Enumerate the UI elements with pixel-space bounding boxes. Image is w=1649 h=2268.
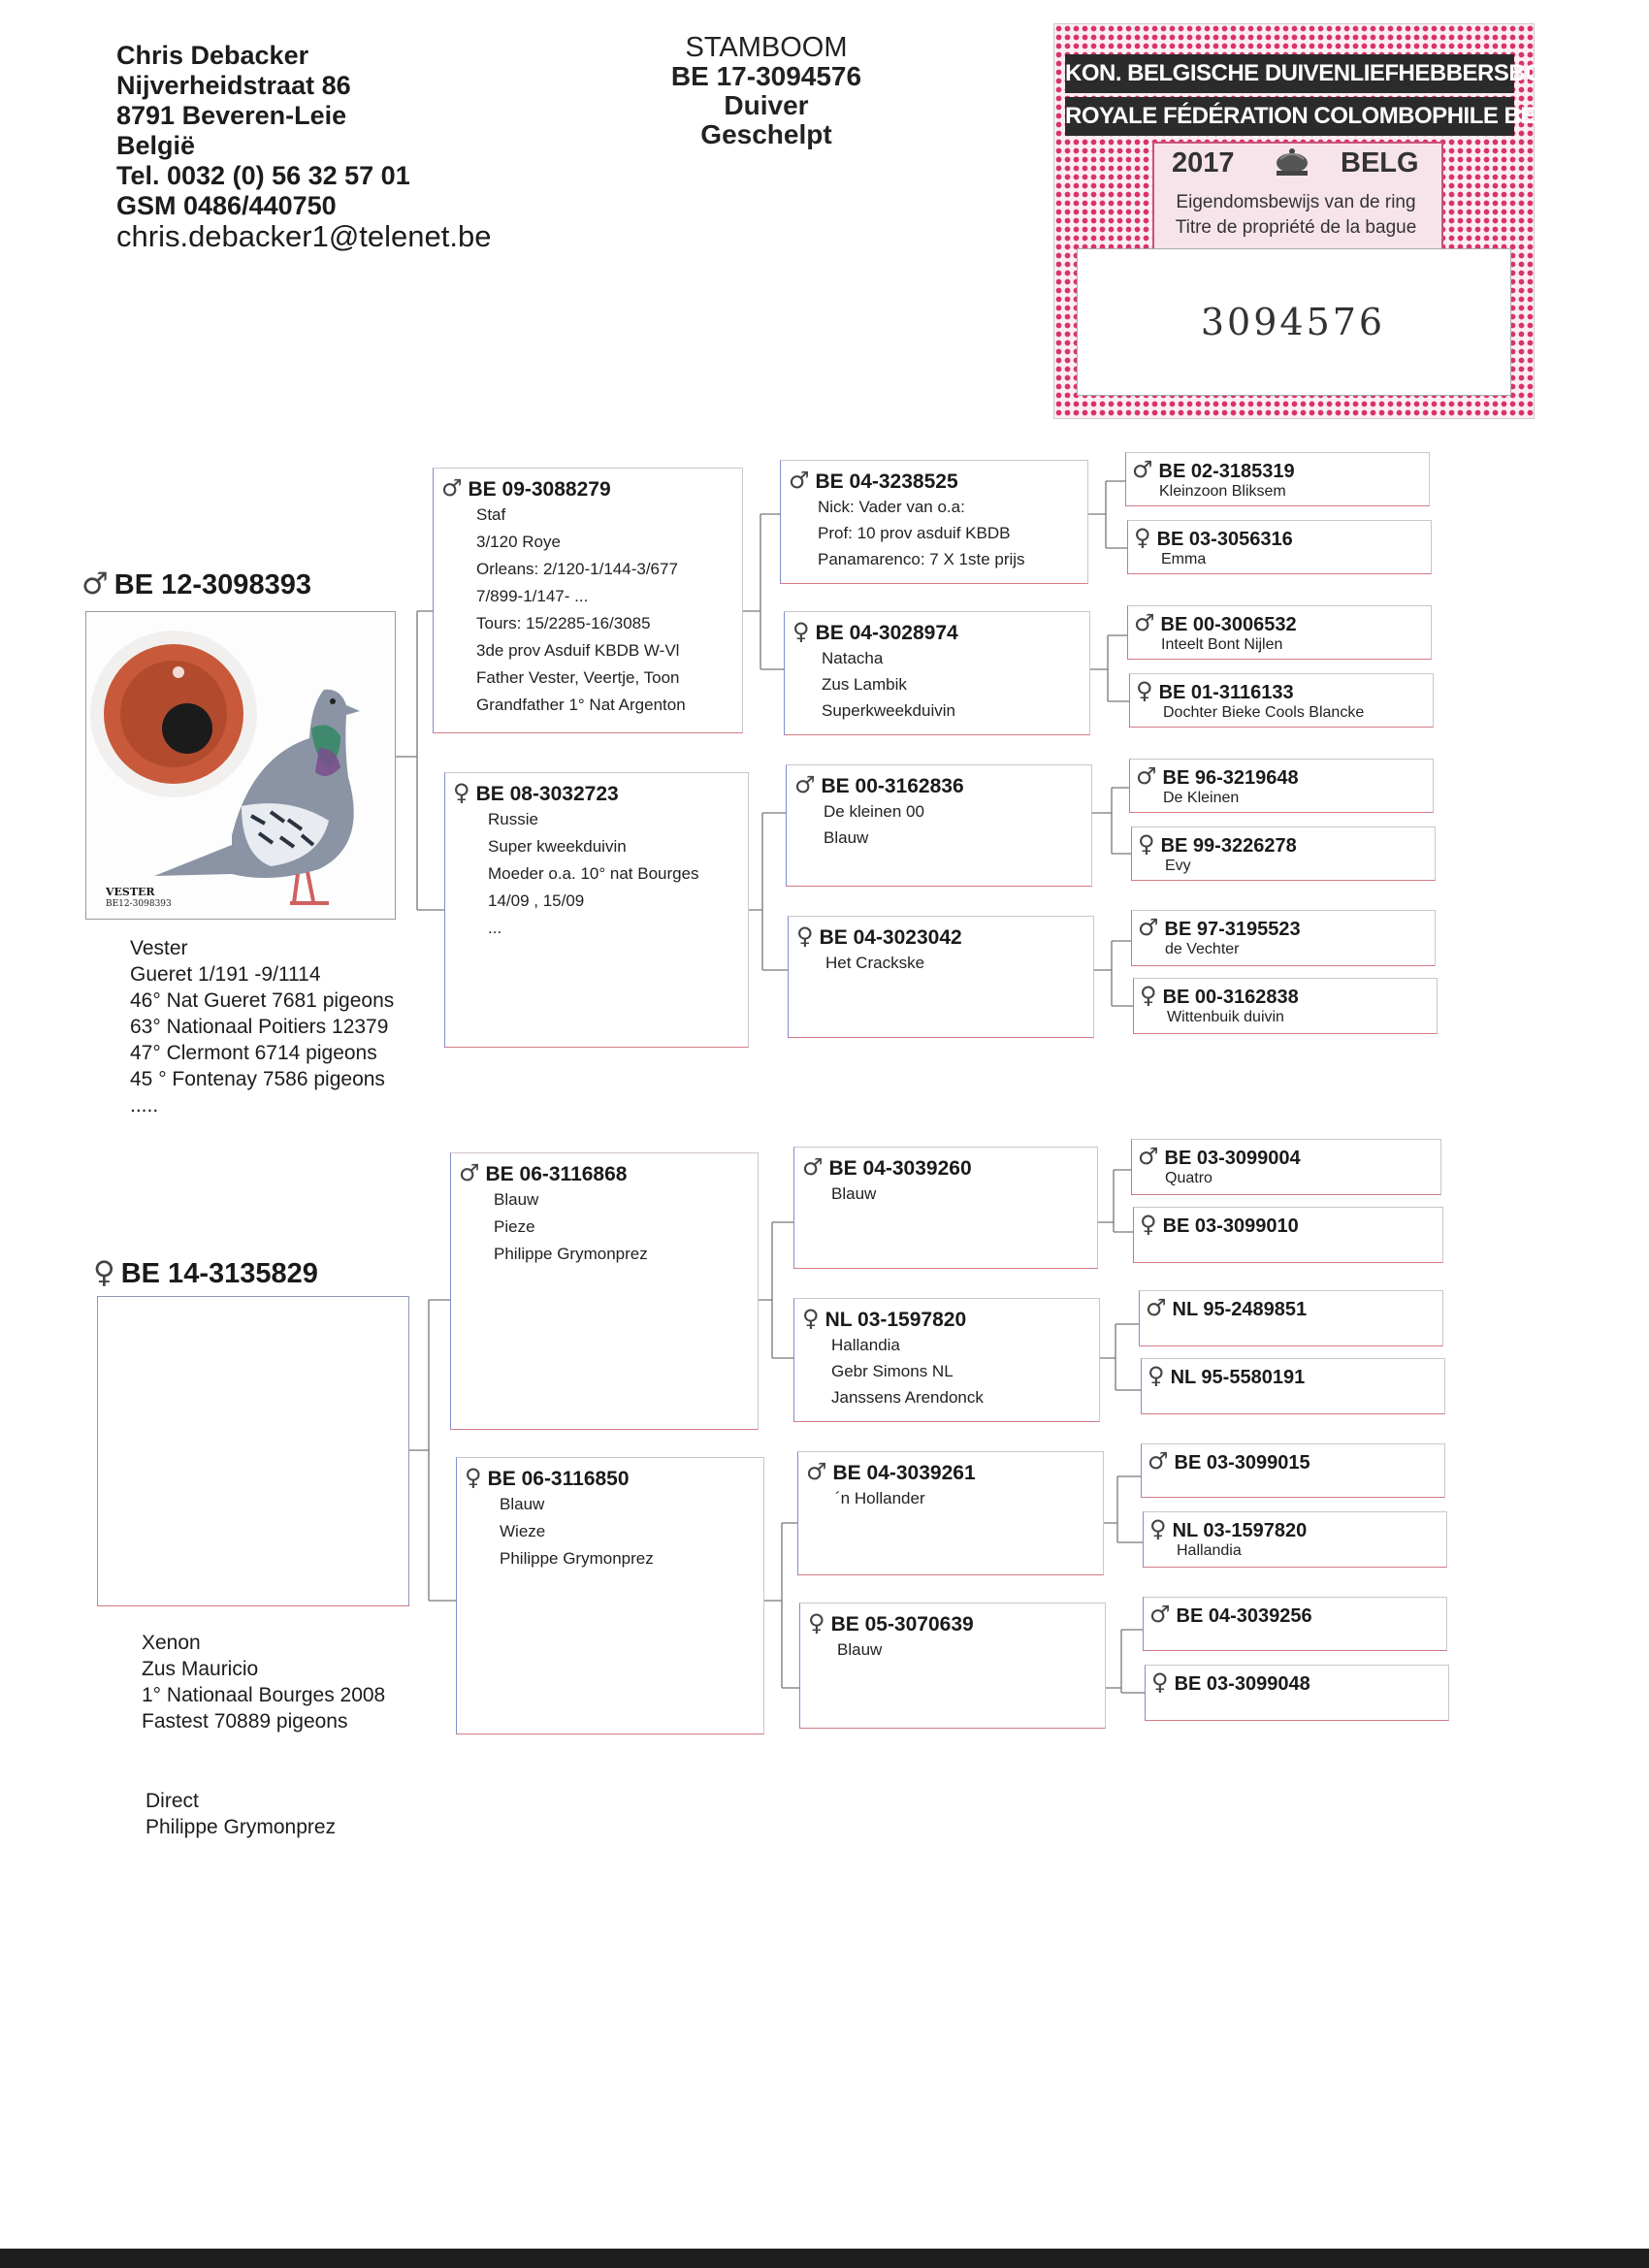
gen1-note: Orleans: 2/120-1/144-3/677 [476, 560, 678, 578]
gen1-note: Blauw [494, 1190, 539, 1209]
gen3-box [1139, 1290, 1443, 1346]
gen2-note: Zus Lambik [822, 675, 907, 694]
gen3-ring-number: ♂ BE 03-3099015 [1148, 1447, 1310, 1474]
gen3-box [1133, 1207, 1443, 1263]
gen1-note: ... [488, 919, 502, 937]
photo-caption-name: VESTER [106, 886, 155, 898]
gen2-note: Panamarenco: 7 X 1ste prijs [818, 550, 1025, 568]
gen2-box [780, 460, 1088, 584]
sire-note: ..... [130, 1094, 159, 1117]
male-icon: ♂ [441, 474, 463, 502]
owner-name: Chris Debacker [116, 41, 309, 70]
female-icon: ♀ [453, 779, 470, 806]
owner-street: Nijverheidstraat 86 [116, 71, 351, 100]
male-icon: ♂ [794, 771, 816, 798]
dam-note: Zus Mauricio [142, 1658, 259, 1680]
gen2-note: De kleinen 00 [824, 802, 924, 821]
gen3-box [1129, 673, 1434, 728]
male-icon: ♂ [1138, 1143, 1159, 1170]
sire-photo [85, 611, 396, 920]
gen1-note: Philippe Grymonprez [494, 1245, 648, 1263]
gen2-ring-number: ♀ BE 04-3023042 [796, 923, 962, 950]
gen2-ring-number: ♂ BE 04-3039261 [806, 1458, 976, 1485]
gen1-box [433, 468, 743, 733]
gen3-ring-number: ♂ NL 95-2489851 [1146, 1294, 1308, 1321]
dam-note: Fastest 70889 pigeons [142, 1710, 348, 1733]
male-icon: ♂ [1146, 1294, 1167, 1321]
female-icon: ♀ [1149, 1515, 1167, 1542]
gen2-ring-number: ♀ NL 03-1597820 [802, 1305, 967, 1332]
gen3-ring-number: ♀ NL 03-1597820 [1149, 1515, 1308, 1542]
gen3-note: Quatro [1165, 1170, 1212, 1186]
gen2-note: Natacha [822, 649, 884, 667]
gen1-note: 7/899-1/147- ... [476, 587, 589, 605]
gen2-box [788, 916, 1094, 1038]
certificate-line-2: ROYALE FÉDÉRATION COLOMBOPHILE BELGE [1065, 97, 1514, 136]
gen1-note: Russie [488, 810, 538, 828]
dam-notes [142, 1630, 385, 1734]
gen2-note: Hallandia [831, 1336, 900, 1354]
gen1-ring-number: ♀ BE 08-3032723 [453, 779, 619, 806]
gen3-ring-number: ♂ BE 97-3195523 [1138, 914, 1301, 941]
gen2-box [799, 1603, 1106, 1729]
gen2-ring-number: ♂ BE 04-3238525 [789, 467, 958, 494]
gen3-box [1129, 759, 1434, 813]
sire-note: 45 ° Fontenay 7586 pigeons [130, 1068, 385, 1090]
gen2-note: Blauw [831, 1184, 877, 1203]
gen2-note: ´n Hollander [835, 1489, 925, 1507]
male-icon: ♂ [802, 1153, 824, 1181]
gen3-ring-number: ♂ BE 96-3219648 [1136, 762, 1299, 790]
gen3-ring-number: ♂ BE 03-3099004 [1138, 1143, 1301, 1170]
gen3-note: De Kleinen [1163, 790, 1240, 806]
gen1-ring-number: ♂ BE 09-3088279 [441, 474, 611, 502]
gen3-note: Emma [1161, 551, 1207, 567]
gen1-box [444, 772, 749, 1048]
gen3-ring-number: ♂ BE 02-3185319 [1132, 456, 1295, 483]
gen3-ring-number: ♀ BE 99-3226278 [1138, 830, 1297, 858]
sire-ring-number: ♂ BE 12-3098393 [81, 567, 311, 601]
female-icon: ♀ [1138, 830, 1155, 858]
gen1-box [450, 1152, 759, 1430]
certificate-label-nl: Eigendomsbewijs van de ring [1176, 192, 1416, 212]
female-icon: ♀ [1148, 1362, 1165, 1389]
gen3-note: Hallandia [1177, 1542, 1242, 1559]
dam-note: Xenon [142, 1632, 201, 1654]
male-icon: ♂ [806, 1458, 827, 1485]
owner-country: België [116, 131, 196, 160]
gen3-ring-number: ♂ BE 00-3006532 [1134, 609, 1297, 636]
gen3-box [1125, 452, 1430, 506]
gen2-ring-number: ♂ BE 04-3039260 [802, 1153, 972, 1181]
gen3-box [1143, 1597, 1447, 1651]
sire-notes [130, 935, 394, 1118]
sire-note: Vester [130, 937, 188, 959]
sire-note: Gueret 1/191 -9/1114 [130, 963, 321, 986]
gen1-ring-number: ♂ BE 06-3116868 [459, 1159, 628, 1186]
male-icon: ♂ [1134, 609, 1155, 636]
gen2-ring-number: ♂ BE 00-3162836 [794, 771, 964, 798]
female-icon: ♀ [1151, 1669, 1169, 1696]
gen1-note: 3de prov Asduif KBDB W-Vl [476, 641, 680, 660]
gen3-ring-number: ♀ BE 03-3056316 [1134, 524, 1293, 551]
gen3-note: Wittenbuik duivin [1167, 1009, 1284, 1025]
gen1-note: Super kweekduivin [488, 837, 627, 856]
gen3-box [1145, 1665, 1449, 1721]
scan-edge [0, 2249, 1649, 2268]
gen3-note: de Vechter [1165, 941, 1240, 957]
gen1-note: Pieze [494, 1217, 535, 1236]
male-icon: ♂ [1132, 456, 1153, 483]
pedigree-title: STAMBOOM [685, 32, 848, 63]
gen3-box [1143, 1511, 1447, 1568]
gen3-note: Inteelt Bont Nijlen [1161, 636, 1283, 653]
gen3-box [1131, 826, 1436, 881]
gen1-box [456, 1457, 764, 1734]
female-icon: ♀ [1140, 1211, 1157, 1238]
gen3-box [1133, 978, 1438, 1034]
owner-tel: Tel. 0032 (0) 56 32 57 01 [116, 161, 410, 190]
male-icon: ♂ [1148, 1447, 1169, 1474]
gen3-box [1131, 1139, 1441, 1195]
gen1-note: Wieze [500, 1522, 546, 1540]
gen1-note: 14/09 , 15/09 [488, 891, 585, 910]
certificate-year: 2017 [1172, 147, 1235, 178]
male-icon: ♂ [1149, 1601, 1171, 1628]
gen3-ring-number: ♀ BE 00-3162838 [1140, 982, 1299, 1009]
gen1-ring-number: ♀ BE 06-3116850 [465, 1464, 630, 1491]
owner-gsm: GSM 0486/440750 [116, 191, 337, 220]
pedigree-color: Geschelpt [700, 119, 832, 149]
gen2-note: Superkweekduivin [822, 701, 955, 720]
certificate-country: BELG [1341, 147, 1419, 178]
certificate-line-1: KON. BELGISCHE DUIVENLIEFHEBBERSBOND [1065, 54, 1514, 93]
gen3-box [1141, 1443, 1445, 1498]
gen3-note: Evy [1165, 858, 1191, 874]
gen1-note: Staf [476, 505, 506, 524]
female-icon: ♀ [802, 1305, 820, 1332]
gen2-note: Het Crackske [825, 954, 925, 972]
gen1-note: Blauw [500, 1495, 545, 1513]
gen3-ring-number: ♂ BE 04-3039256 [1149, 1601, 1312, 1628]
gen1-note: Moeder o.a. 10° nat Bourges [488, 864, 699, 883]
dam-photo-placeholder [97, 1296, 409, 1606]
gen2-note: Blauw [824, 828, 869, 847]
male-icon: ♂ [1136, 762, 1157, 790]
gen3-note: Kleinzoon Bliksem [1159, 483, 1286, 500]
female-icon: ♀ [465, 1464, 482, 1491]
pigeon-photo-icon [86, 612, 395, 919]
gen2-box [793, 1147, 1098, 1269]
female-icon: ♀ [93, 1255, 115, 1290]
gen1-note: Grandfather 1° Nat Argenton [476, 696, 686, 714]
male-icon: ♂ [81, 567, 109, 601]
female-icon: ♀ [808, 1609, 825, 1636]
female-icon: ♀ [796, 923, 814, 950]
dam-extra-line: Philippe Grymonprez [146, 1816, 337, 1838]
certificate-number: 3094576 [1200, 301, 1386, 343]
gen2-note: Prof: 10 prov asduif KBDB [818, 524, 1011, 542]
sire-note: 46° Nat Gueret 7681 pigeons [130, 989, 395, 1012]
dam-ring-number: ♀ BE 14-3135829 [93, 1255, 318, 1290]
gen2-note: Janssens Arendonck [831, 1388, 984, 1407]
sire-note: 47° Clermont 6714 pigeons [130, 1042, 377, 1064]
gen1-note: 3/120 Roye [476, 533, 561, 551]
male-icon: ♂ [459, 1159, 480, 1186]
photo-caption-ring: BE12-3098393 [106, 899, 172, 909]
gen3-note: Dochter Bieke Cools Blancke [1163, 704, 1365, 721]
gen3-ring-number: ♀ NL 95-5580191 [1148, 1362, 1306, 1389]
dam-extra-line: Direct [146, 1790, 199, 1812]
owner-city: 8791 Beveren-Leie [116, 101, 347, 130]
gen1-note: Father Vester, Veertje, Toon [476, 668, 680, 687]
pedigree-sex: Duiver [724, 90, 809, 120]
gen1-note: Tours: 15/2285-16/3085 [476, 614, 651, 632]
female-icon: ♀ [1136, 677, 1153, 704]
gen2-box [786, 764, 1092, 887]
owner-email: chris.debacker1@telenet.be [116, 219, 492, 253]
gen3-ring-number: ♀ BE 03-3099010 [1140, 1211, 1299, 1238]
sire-note: 63° Nationaal Poitiers 12379 [130, 1016, 389, 1038]
dam-extra [146, 1788, 336, 1840]
pedigree-ring: BE 17-3094576 [670, 61, 862, 91]
gen2-note: Gebr Simons NL [831, 1362, 954, 1380]
gen3-box [1141, 1358, 1445, 1414]
gen2-ring-number: ♀ BE 04-3028974 [792, 618, 958, 645]
certificate-label-fr: Titre de propriété de la bague [1175, 217, 1417, 238]
gen3-box [1127, 520, 1432, 574]
gen2-box [784, 611, 1090, 735]
gen2-box [793, 1298, 1100, 1422]
gen3-ring-number: ♀ BE 01-3116133 [1136, 677, 1294, 704]
male-icon: ♂ [789, 467, 810, 494]
gen1-note: Philippe Grymonprez [500, 1549, 654, 1568]
female-icon: ♀ [1140, 982, 1157, 1009]
gen2-ring-number: ♀ BE 05-3070639 [808, 1609, 974, 1636]
male-icon: ♂ [1138, 914, 1159, 941]
gen2-note: Blauw [837, 1640, 883, 1659]
gen3-box [1131, 910, 1436, 966]
gen3-ring-number: ♀ BE 03-3099048 [1151, 1669, 1310, 1696]
female-icon: ♀ [1134, 524, 1151, 551]
gen2-note: Nick: Vader van o.a: [818, 498, 965, 516]
gen3-box [1127, 605, 1432, 660]
female-icon: ♀ [792, 618, 810, 645]
dam-note: 1° Nationaal Bourges 2008 [142, 1684, 386, 1706]
gen2-box [797, 1451, 1104, 1575]
